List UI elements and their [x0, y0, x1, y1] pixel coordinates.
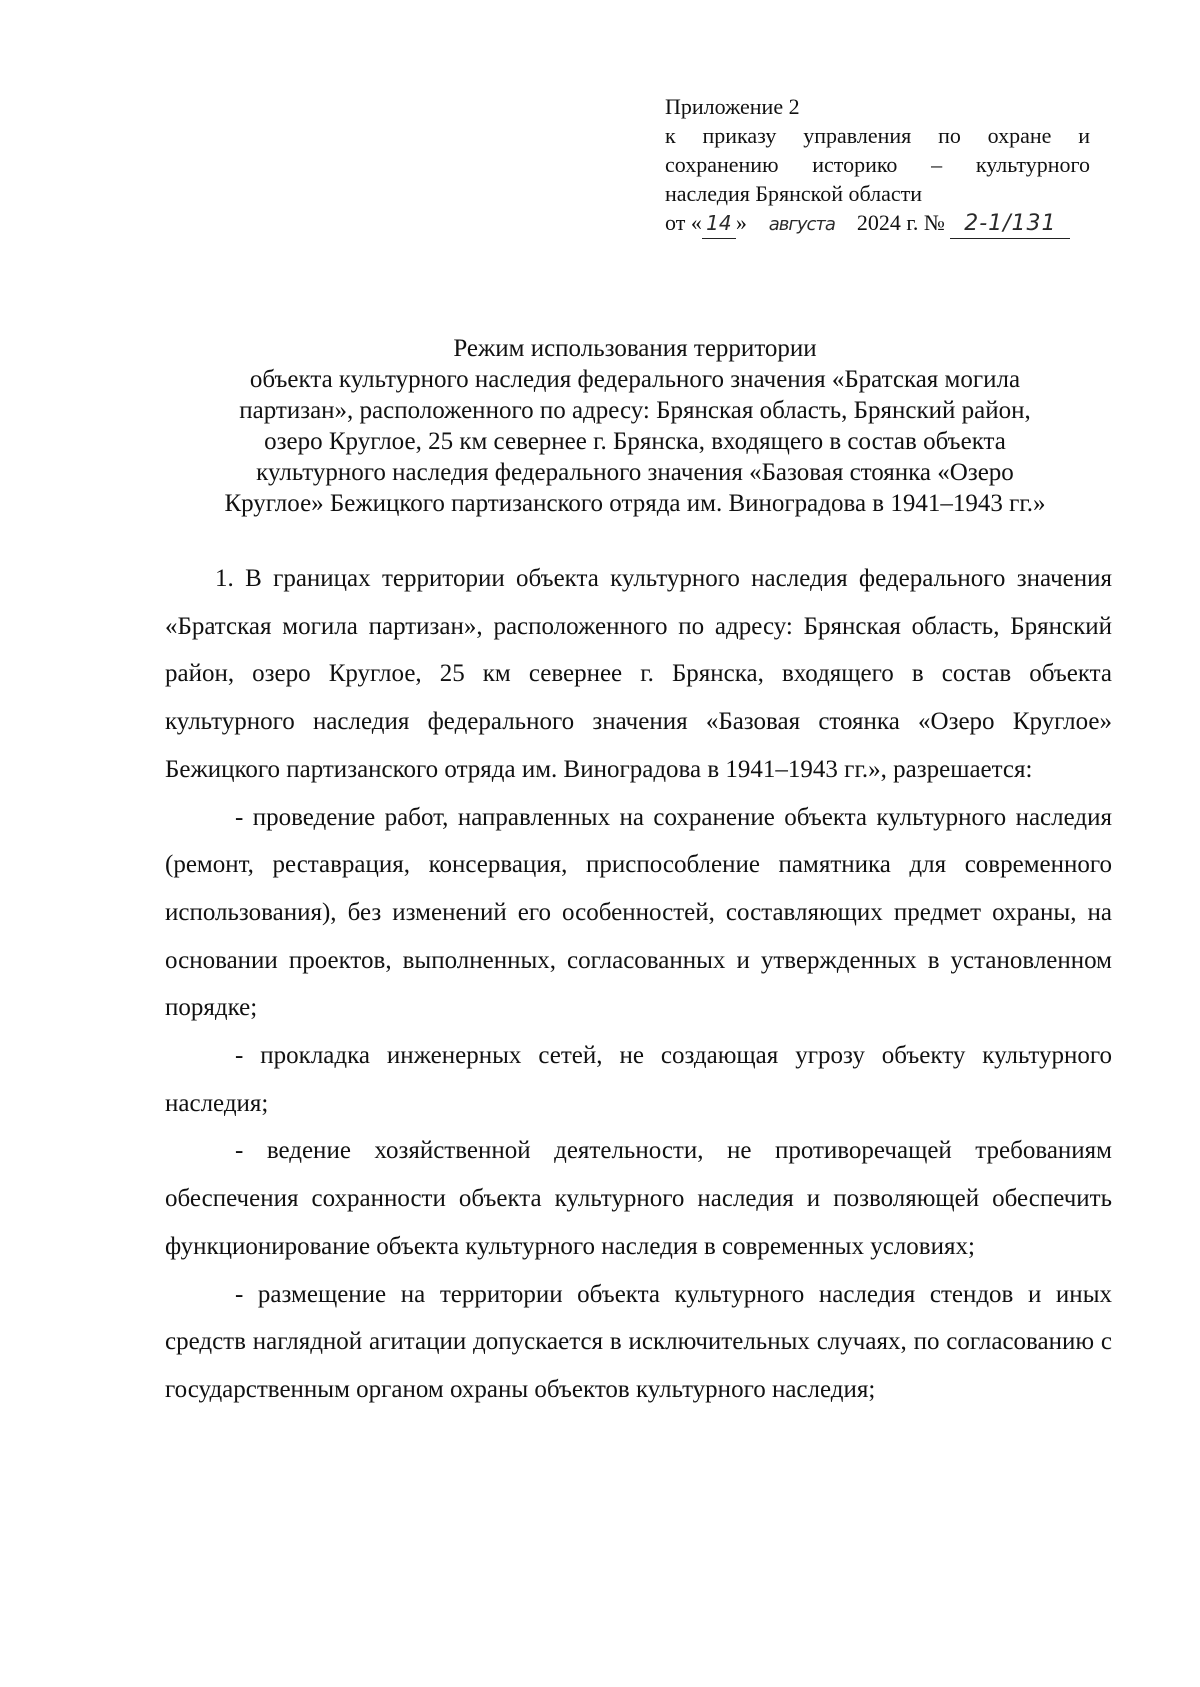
appendix-header: [665, 92, 1090, 239]
handwritten-month: августа: [768, 214, 835, 235]
handwritten-order-number: 2-1/131: [950, 209, 1070, 239]
title-line-1: Режим использования территории: [453, 335, 817, 362]
handwritten-day: 14: [702, 209, 736, 239]
appendix-order-line-2: сохранению историко – культурного: [665, 152, 1090, 177]
title-line-6: Круглое» Бежицкого партизанского отряда им. Виноградова в 1941–1943 гг.»: [224, 490, 1046, 517]
appendix-order-line-1: к приказу управления по охране и: [665, 123, 1090, 148]
paragraph-1: 1. В границах территории объекта культурного наследия федерального значения «Братская могила партизан», расположенного по адресу: Брянская область, Брянский район, озеро Круглое, 25 км севернее г. Брянска, входящего в состав объекта культурного наследия федерального значения «Базовая стоянка «Озеро Круглое» Бежицкого партизанского отряда им. Виноградова в 1941–1943 гг.», разрешается:: [165, 565, 1112, 783]
appendix-label: Приложение 2: [665, 94, 800, 119]
title-line-5: культурного наследия федерального значения «Базовая стоянка «Озеро: [256, 459, 1014, 486]
title-line-4: озеро Круглое, 25 км севернее г. Брянска, входящего в состав объекта: [264, 428, 1006, 455]
date-prefix: от «: [665, 210, 702, 235]
paragraph-2: - проведение работ, направленных на сохранение объекта культурного наследия (ремонт, реставрация, консервация, приспособление памятника для современного использования), без изменений его особенностей, составляющих предмет охраны, на основании проектов, выполненных, согласованных и утвержденных в установленном порядке;: [165, 803, 1112, 1022]
appendix-order-line-3: наследия Брянской области: [665, 181, 923, 206]
date-year: 2024 г. №: [856, 210, 945, 235]
paragraph-4: - ведение хозяйственной деятельности, не противоречащей требованиям обеспечения сохранности объекта культурного наследия и позволяющей обеспечить функционирование объекта культурного наследия в современных условиях;: [165, 1137, 1112, 1260]
document-body: [165, 555, 1112, 1414]
appendix-date-line: [665, 208, 1090, 239]
document-title: [140, 333, 1130, 519]
paragraph-5: - размещение на территории объекта культурного наследия стендов и иных средств наглядной агитации допускается в исключительных случаях, по согласованию с государственным органом охраны объектов культурного наследия;: [165, 1280, 1112, 1403]
paragraph-3: - прокладка инженерных сетей, не создающая угрозу объекту культурного наследия;: [165, 1042, 1112, 1117]
date-mid: »: [735, 210, 747, 235]
title-line-2: объекта культурного наследия федерального значения «Братская могила: [249, 366, 1021, 393]
title-line-3: партизан», расположенного по адресу: Брянская область, Брянский район,: [239, 397, 1031, 424]
